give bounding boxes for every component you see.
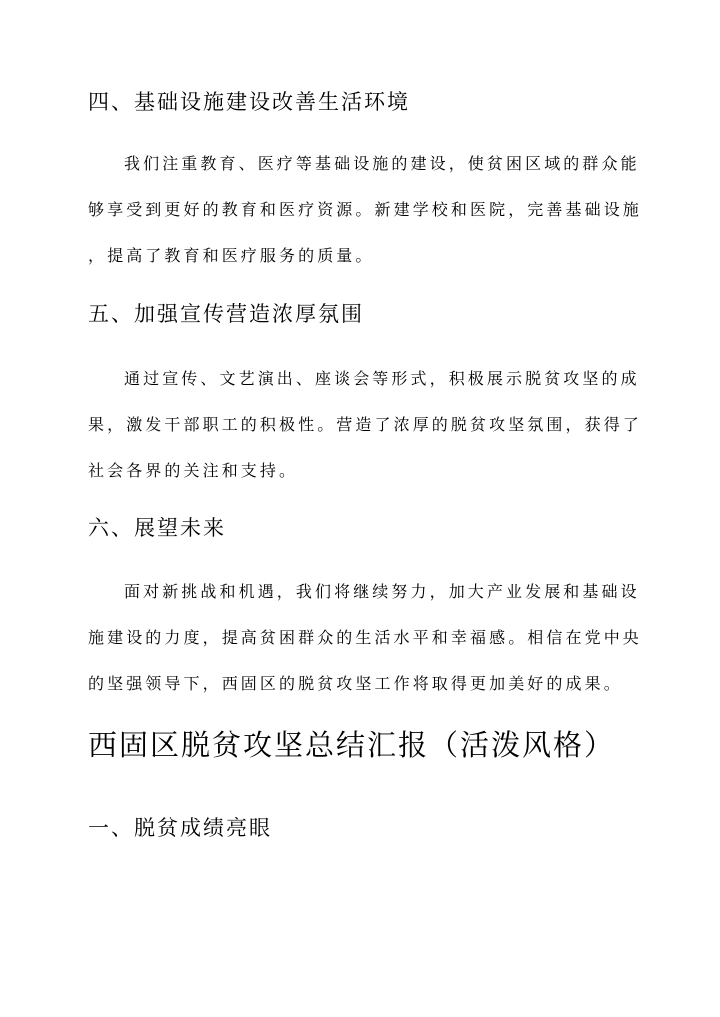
paragraph-line: 够享受到更好的教育和医疗资源。新建学校和医院，完善基础设施 [88,200,642,219]
paragraph-line: 面对新挑战和机遇，我们将继续努力，加大产业发展和基础设 [124,582,640,601]
section-heading-outlook: 六、展望未来 [88,516,226,540]
paragraph-line: ，提高了教育和医疗服务的质量。 [88,246,375,265]
paragraph-publicity [88,356,642,494]
paragraph-line: 的坚强领导下，西固区的脱贫攻坚工作将取得更加美好的成果。 [88,674,623,693]
paragraph-line: 施建设的力度，提高贫困群众的生活水平和幸福感。相信在党中央 [88,628,642,647]
paragraph-line: 果，激发干部职工的积极性。营造了浓厚的脱贫攻坚氛围，获得了 [88,415,642,434]
section-heading-publicity: 五、加强宣传营造浓厚氛围 [88,302,364,326]
paragraph-line: 通过宣传、文艺演出、座谈会等形式，积极展示脱贫攻坚的成 [124,369,640,388]
paragraph-line: 我们注重教育、医疗等基础设施的建设，使贫困区域的群众能 [124,154,640,173]
paragraph-line: 社会各界的关注和支持。 [88,461,299,480]
paragraph-infrastructure [88,141,642,279]
section-heading-achievements: 一、脱贫成绩亮眼 [88,816,272,840]
report-title: 西固区脱贫攻坚总结汇报（活泼风格） [88,728,616,762]
section-heading-infrastructure: 四、基础设施建设改善生活环境 [88,90,410,114]
paragraph-outlook [88,569,642,707]
